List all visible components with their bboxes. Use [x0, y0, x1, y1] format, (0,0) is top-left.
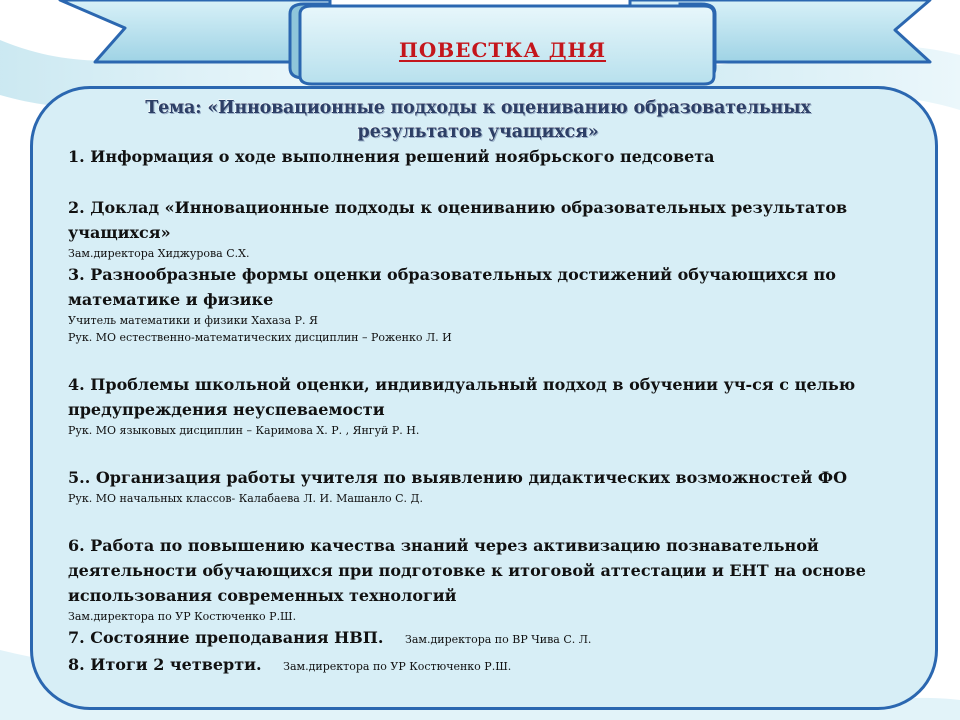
agenda-item-7 [68, 625, 888, 652]
topic-line-2: результатов учащихся» [357, 122, 599, 142]
agenda-item-8-speaker: Зам.директора по УР Костюченко Р.Ш. [283, 660, 512, 673]
agenda-item-2: 2. Доклад «Инновационные подходы к оцениванию образовательных результатов учащихся» [68, 198, 848, 242]
agenda-item-6-speaker: Зам.директора по УР Костюченко Р.Ш. [68, 610, 297, 623]
topic-line-1: Тема: «Инновационные подходы к оцениванию образовательных [145, 98, 811, 118]
agenda-item-8 [68, 652, 888, 679]
page-title: ПОВЕСТКА ДНЯ [398, 38, 607, 62]
agenda-item-5-speaker: Рук. МО начальных классов- Калабаева Л. И. Машанло С. Д. [68, 492, 423, 505]
agenda-item-6: 6. Работа по повышению качества знаний через активизацию познавательной деятельности обучающихся при подготовке к итоговой аттестации и ЕНТ на основе использования современных технологий [68, 536, 866, 605]
agenda-item-2-speaker: Зам.директора Хиджурова С.Х. [68, 247, 250, 260]
agenda-item-4: 4. Проблемы школьной оценки, индивидуальный подход в обучении уч-ся с целью предупреждения неуспеваемости [68, 375, 856, 419]
agenda-item-5: 5.. Организация работы учителя по выявлению дидактических возможностей ФО [68, 468, 848, 487]
agenda-item-3: 3. Разнообразные формы оценки образовательных достижений обучающихся по математике и физике [68, 265, 836, 309]
topic-heading [68, 96, 888, 144]
agenda-content [68, 96, 888, 679]
agenda-item-8-text: 8. Итоги 2 четверти. [68, 655, 262, 674]
agenda-item-7-text: 7. Состояние преподавания НВП. [68, 628, 384, 647]
agenda-item-3-speaker-2: Рук. МО естественно-математических дисциплин – Роженко Л. И [68, 331, 452, 344]
agenda-item-3-speaker-1: Учитель математики и физики Хахаза Р. Я [68, 314, 318, 327]
agenda-item-7-speaker: Зам.директора по ВР Чива С. Л. [405, 633, 592, 646]
agenda-item-1: 1. Информация о ходе выполнения решений ноябрьского педсовета [68, 147, 715, 166]
agenda-item-4-speaker: Рук. МО языковых дисциплин – Каримова Х. Р. , Янгуй Р. Н. [68, 424, 420, 437]
